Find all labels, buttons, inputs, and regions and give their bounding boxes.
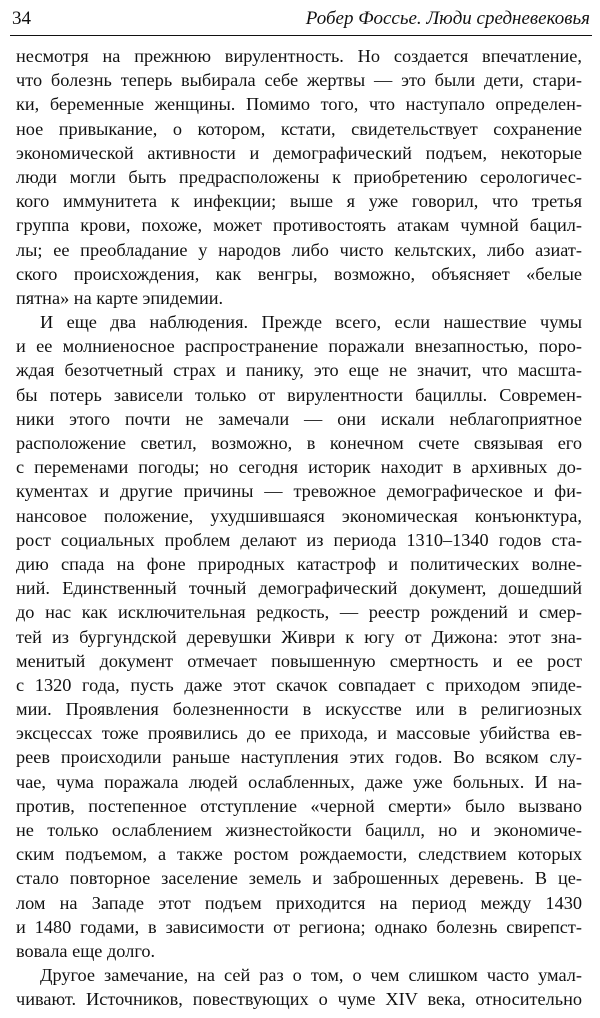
text-line: чае, чума поражала людей ослабленных, даже уже больных. И на- bbox=[16, 771, 582, 792]
text-line: ским подъемом, а также ростом рождаемости, следствием которых bbox=[16, 844, 582, 865]
text-line: чивают. Источников, повествующих о чуме XIV века, относительно bbox=[16, 989, 582, 1010]
page-header bbox=[0, 0, 600, 38]
text-line: что болезнь теперь выбирала себе жертвы — это были дети, стари- bbox=[16, 70, 582, 91]
text-line: дию спада на фоне природных катастроф и политических волне- bbox=[16, 553, 582, 574]
text-line: вовала еще долго. bbox=[16, 940, 156, 961]
text-line: мии. Проявления болезненности в искусстве или в религиозных bbox=[16, 699, 582, 720]
text-line: ники этого почти не замечали — они искали неблагоприятное bbox=[16, 408, 582, 429]
text-line: ки, беременные женщины. Помимо того, что наступало определен- bbox=[16, 94, 582, 115]
text-line: лы; ее преобладание у народов либо чисто кельтских, либо азиат- bbox=[16, 239, 582, 260]
text-line: и 1480 годами, в зависимости от региона; однако болезнь свирепст- bbox=[16, 916, 582, 937]
text-line: менитый документ отмечает повышенную смертность и ее рост bbox=[16, 650, 582, 671]
text-line: не только ослаблением жизнестойкости бацилл, но и экономиче- bbox=[16, 820, 582, 840]
text-line: И еще два наблюдения. Прежде всего, если нашествие чумы bbox=[40, 312, 582, 333]
text-line: экономической активности и демографический подъем, некоторые bbox=[16, 142, 582, 163]
text-line: с 1320 года, пусть даже этот скачок совпадает с приходом эпиде- bbox=[16, 674, 582, 695]
text-line: кументах и другие причины — тревожное демографическое и фи- bbox=[16, 481, 582, 502]
text-line: до нас как исключительная редкость, — реестр рождений и смер- bbox=[16, 602, 582, 623]
text-line: стало повторное заселение земель и заброшенных деревень. В це- bbox=[16, 868, 582, 889]
text-line: пятна» на карте эпидемии. bbox=[16, 287, 224, 308]
text-line: ное привыкание, о котором, кстати, свидетельствует сохранение bbox=[16, 118, 582, 139]
text-line: против, постепенное отступление «черной смерти» было вызвано bbox=[16, 795, 582, 816]
text-line: ского происхождения, как венгры, возможно, объясняет «белые bbox=[16, 263, 582, 284]
text-line: кого иммунитета к инфекции; выше я уже говорил, что третья bbox=[16, 191, 582, 212]
text-line: люди могли быть предрасположены к приобретению серологичес- bbox=[16, 166, 582, 187]
text-line: группа крови, похоже, может противостоять атакам чумной бацил- bbox=[16, 215, 582, 236]
text-line: ждая безотчетный страх и панику, это еще не значит, что масшта- bbox=[16, 360, 582, 381]
text-line: Другое замечание, на сей раз о том, о чем слишком часто умал- bbox=[40, 965, 582, 986]
text-line: нансовое положение, ухудшившаяся экономическая конъюнктура, bbox=[16, 505, 582, 526]
text-line: и ее молниеносное распространение поражали внезапностью, порo- bbox=[16, 336, 582, 357]
text-line: бы потерь зависели только от вирулентности бациллы. Современ- bbox=[16, 384, 582, 405]
text-line: эксцессах тоже проявились до ее прихода, и массовые убийства ев- bbox=[16, 723, 582, 744]
page-number: 34 bbox=[12, 8, 31, 29]
text-line: лом на Западе этот подъем приходится на период между 1430 bbox=[16, 892, 582, 913]
text-line: расположение светил, возможно, в конечном счете связывая его bbox=[16, 433, 582, 453]
body-text bbox=[16, 44, 582, 1012]
text-line: рост социальных проблем делают из периода 1310–1340 годов ста- bbox=[16, 529, 582, 550]
text-line: с переменами погоды; но сегодня историк находит в архивных до- bbox=[16, 457, 582, 478]
text-line: несмотря на прежнюю вирулентность. Но создается впечатление, bbox=[16, 46, 582, 66]
text-line: реев происходили раньше наступления этих годов. Во всяком слу- bbox=[16, 747, 582, 768]
text-line: ний. Единственный точный демографический документ, дошедший bbox=[16, 578, 582, 599]
header-rule bbox=[10, 35, 592, 36]
running-title: Робер Фоссье. Люди средневековья bbox=[305, 8, 590, 29]
text-line: тей из бургундской деревушки Живри к югу от Дижона: этот зна- bbox=[16, 626, 582, 647]
